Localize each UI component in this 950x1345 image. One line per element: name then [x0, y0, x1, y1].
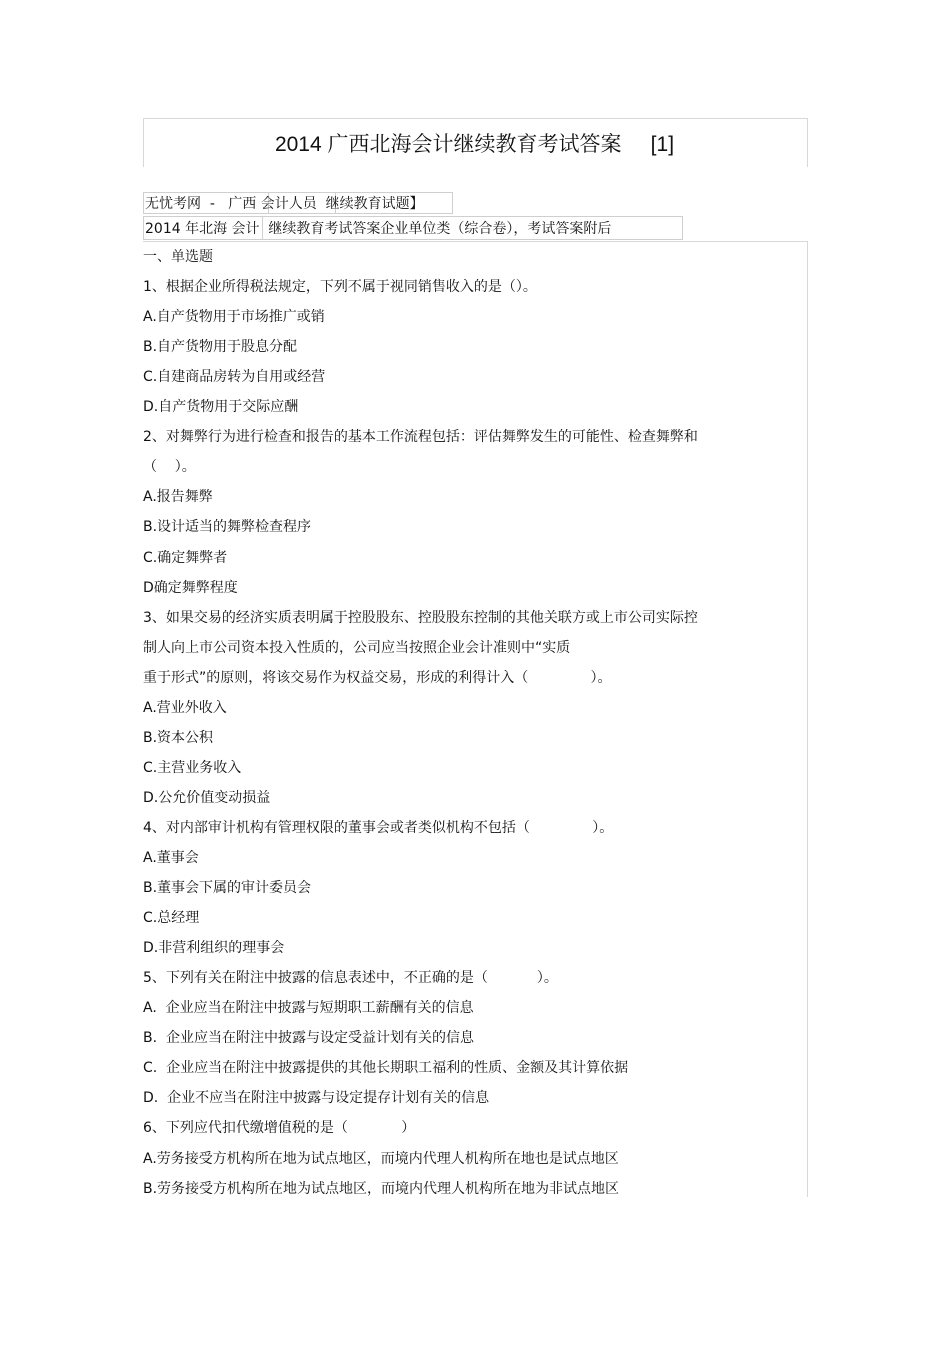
text-line: 1、根据企业所得税法规定，下列不属于视同销售收入的是（）。 [143, 279, 537, 295]
text-line: B.董事会下属的审计委员会 [143, 880, 312, 896]
text-line: A.自产货物用于市场推广或销 [143, 309, 325, 325]
text-line: C.确定舞弊者 [143, 550, 228, 566]
text-line: A.董事会 [143, 850, 199, 866]
text-line: A.报告舞弊 [143, 489, 213, 505]
text-line: A.劳务接受方机构所在地为试点地区，而境内代理人机构所在地也是试点地区 [143, 1151, 619, 1167]
text-line: 3、如果交易的经济实质表明属于控股股东、控股股东控制的其他关联方或上市公司实际控 [143, 610, 698, 626]
text-line: 6、下列应代扣代缴增值税的是（ ） [143, 1120, 416, 1136]
text-line: B.资本公积 [143, 730, 214, 746]
text-line: A. 企业应当在附注中披露与短期职工薪酬有关的信息 [143, 1000, 474, 1016]
text-line: C.自建商品房转为自用或经营 [143, 369, 326, 385]
text-line: D确定舞弊程度 [143, 580, 238, 596]
text-line: C.主营业务收入 [143, 760, 242, 776]
text-line: 一、单选题 [143, 249, 213, 265]
text-line: C.总经理 [143, 910, 200, 926]
document-title: 2014 广西北海会计继续教育考试答案 [1] [274, 133, 675, 156]
text-line: 重于形式”的原则，将该交易作为权益交易，形成的利得计入（ ）。 [143, 670, 612, 686]
text-line: B.劳务接受方机构所在地为试点地区，而境内代理人机构所在地为非试点地区 [143, 1181, 620, 1197]
text-line: C. 企业应当在附注中披露提供的其他长期职工福利的性质、金额及其计算依据 [143, 1060, 629, 1076]
text-line: D.自产货物用于交际应酬 [143, 399, 299, 415]
header-line-2: 2014 年北海 会计 继续教育考试答案企业单位类（综合卷），考试答案附后 [145, 221, 612, 237]
text-line: （ ）。 [143, 459, 196, 475]
text-line: A.营业外收入 [143, 700, 227, 716]
text-line: B.设计适当的舞弊检查程序 [143, 519, 312, 535]
text-line: 2、对舞弊行为进行检查和报告的基本工作流程包括：评估舞弊发生的可能性、检查舞弊和 [143, 429, 698, 445]
text-line: D.公允价值变动损益 [143, 790, 271, 806]
header-line-1: 无忧考网 - 广西 会计人员 继续教育试题】 [145, 196, 424, 212]
text-line: 5、下列有关在附注中披露的信息表述中，不正确的是（ ）。 [143, 970, 558, 986]
text-line: D.非营利组织的理事会 [143, 940, 285, 956]
text-line: 4、对内部审计机构有管理权限的董事会或者类似机构不包括（ ）。 [143, 820, 614, 836]
text-line: B.自产货物用于股息分配 [143, 339, 298, 355]
text-line: B. 企业应当在附注中披露与设定受益计划有关的信息 [143, 1030, 474, 1046]
text-line: D. 企业不应当在附注中披露与设定提存计划有关的信息 [143, 1090, 490, 1106]
text-line: 制人向上市公司资本投入性质的，公司应当按照企业会计准则中“实质 [143, 640, 571, 656]
